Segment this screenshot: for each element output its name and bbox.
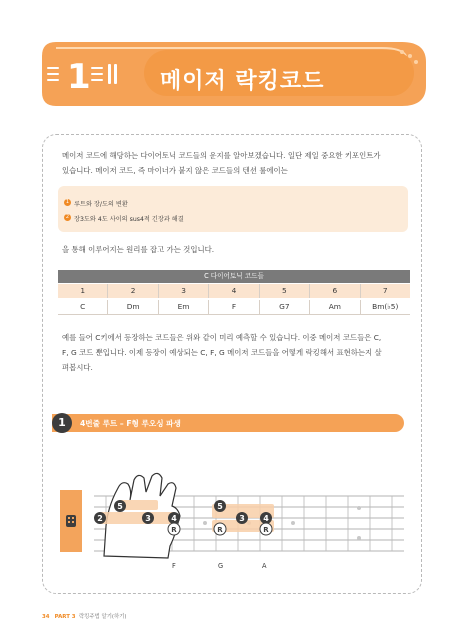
fret-label: A [262, 562, 267, 570]
marker-label: 3 [145, 514, 151, 523]
marker-label: R [217, 526, 223, 534]
guitar-headstock-icon [62, 512, 80, 530]
footer-label: 락킹주법 알기(하기) [78, 614, 127, 620]
table-cell: Dm [107, 300, 157, 314]
marker-label: R [171, 526, 177, 534]
table-row-chords [58, 300, 410, 315]
fret-label: F [172, 562, 176, 570]
table-row-degrees [58, 284, 410, 298]
table-cell: C [80, 302, 86, 311]
table-cell: 3 [158, 284, 208, 298]
marker-label: 5 [217, 502, 223, 511]
marker-label: 4 [171, 514, 177, 523]
table-cell: Em [158, 300, 208, 314]
fret-label: G [218, 562, 224, 570]
marker-label: 2 [97, 514, 103, 523]
tip-item: 루트와 장/도의 변환 [74, 201, 128, 208]
chapter-number: 1 [67, 57, 91, 97]
table-cell: 4 [208, 284, 258, 298]
tip-item: 장3도와 4도 사이의 sus4적 긴장과 해결 [74, 216, 184, 223]
marker-label: 5 [117, 502, 123, 511]
table-title: C 다이어토닉 코드들 [58, 270, 410, 283]
table-cell: G7 [259, 300, 309, 314]
table-cell: 7 [360, 284, 410, 298]
fretboard-diagram [94, 466, 414, 562]
table-cell: 6 [309, 284, 359, 298]
section-number: 1 [52, 413, 72, 433]
page-footer [42, 612, 127, 620]
marker-label: R [263, 526, 269, 534]
body-line: 펴봅시다. [62, 363, 93, 372]
table-cell: Bm(♭5) [360, 300, 410, 314]
chapter-title: 메이저 락킹코드 [160, 69, 325, 94]
section-title: 4번줄 루트 – F형 루오싱 파생 [80, 419, 181, 428]
transition-text: 을 통해 이루어지는 원리를 잡고 가는 것입니다. [62, 245, 215, 254]
table-cell: F [208, 300, 258, 314]
intro-paragraph [62, 148, 412, 178]
marker-label: 4 [263, 514, 269, 523]
table-cell: 1 [80, 286, 86, 295]
body-line: F, G 코드 뿐입니다. 이제 등장이 예상되는 C, F, G 메이저 코드들을 어떻게 락킹해서 표현하는지 살 [62, 348, 382, 357]
tip-number-icon: 1 [65, 199, 70, 205]
tip-number-icon: 2 [65, 214, 70, 220]
body-paragraph [62, 330, 414, 375]
table-cell: Am [309, 300, 359, 314]
intro-line: 메이저 코드에 해당하는 다이어토닉 코드들의 운지를 알아보겠습니다. 일단 제일 중요한 키포인트가 [62, 151, 381, 160]
marker-label: 3 [239, 514, 245, 523]
page-number: 34 [42, 614, 50, 620]
table-cell: 2 [107, 284, 157, 298]
table-cell: 5 [259, 284, 309, 298]
intro-line: 있습니다. 메이저 코드, 즉 마이너가 붙지 않은 코드들의 텐션 룰에이는 [62, 166, 288, 175]
footer-part: PART 3 [54, 614, 76, 620]
tip-box [58, 186, 408, 232]
body-line: 예를 들어 C키에서 등장하는 코드들은 위와 같이 미리 예측할 수 있습니다. 이중 메이저 코드들은 C, [62, 333, 382, 342]
